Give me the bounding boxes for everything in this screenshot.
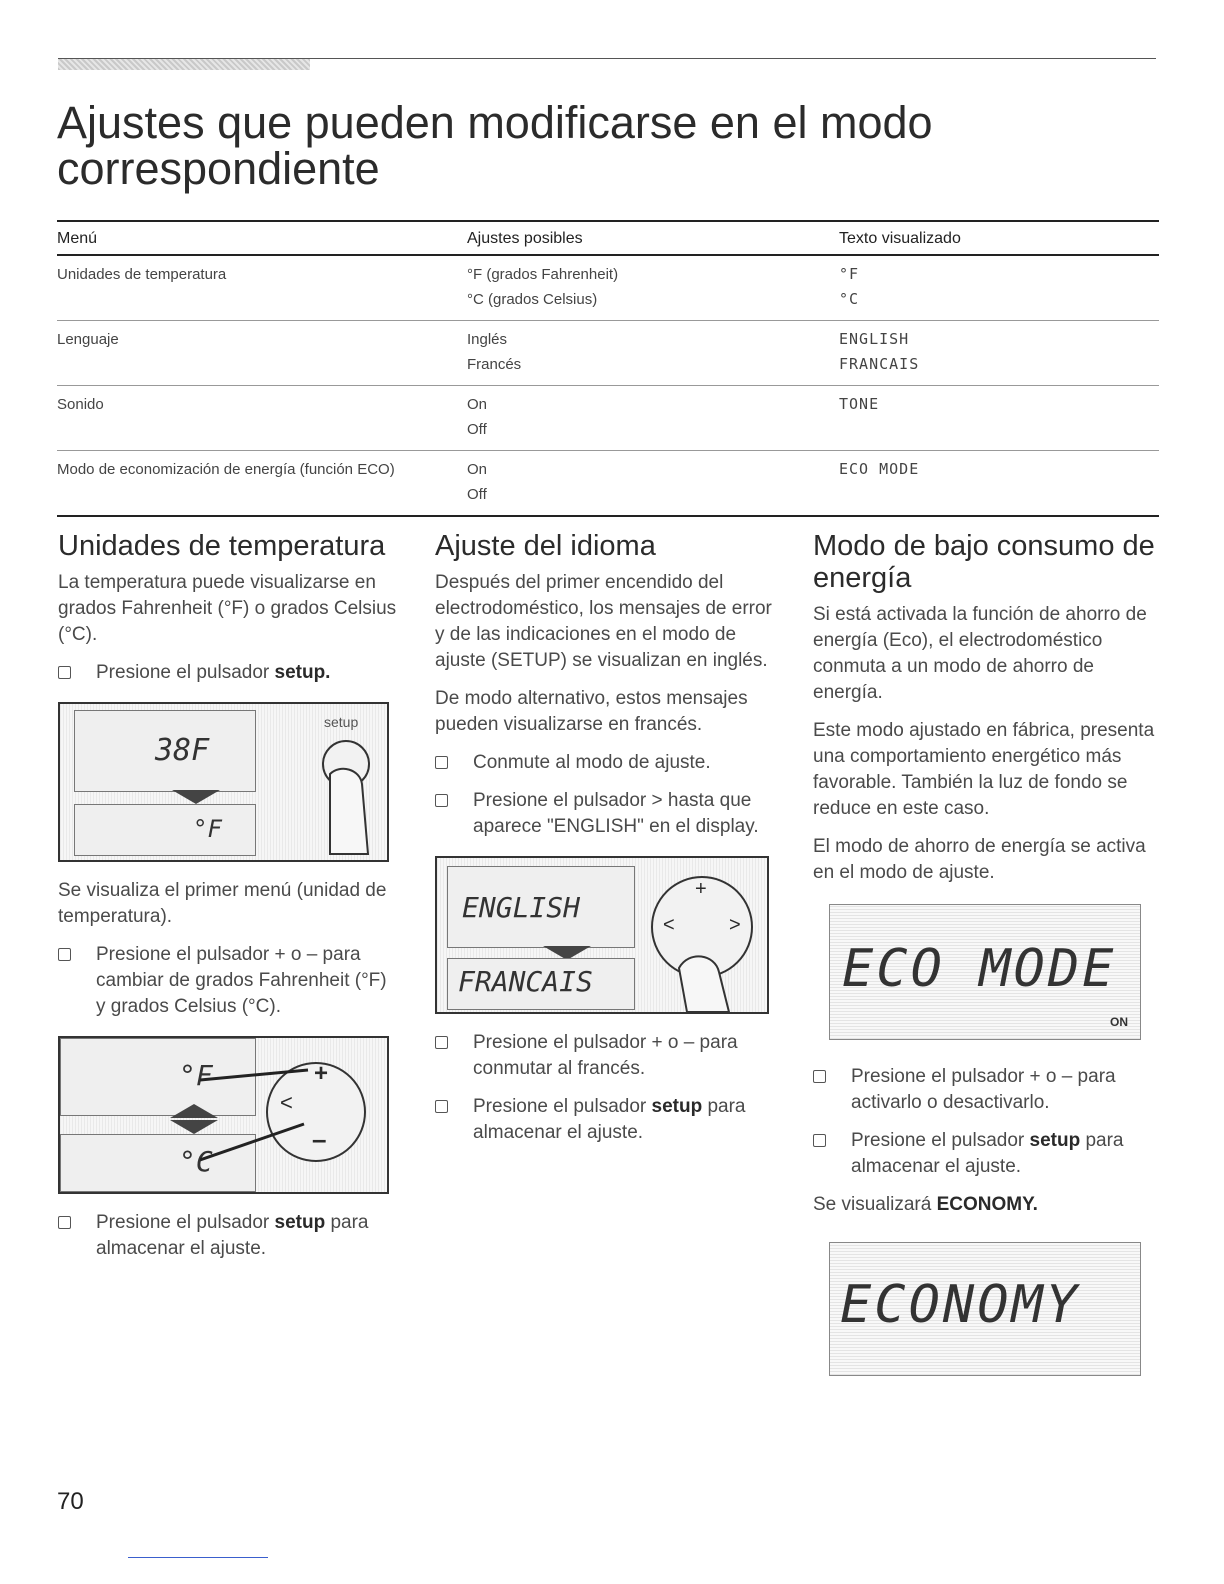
setting-option: On bbox=[467, 461, 488, 478]
setting-option: °F (grados Fahrenheit) bbox=[467, 266, 619, 283]
settings-table bbox=[57, 220, 1159, 517]
table-row bbox=[57, 451, 1159, 517]
finger-icon bbox=[310, 764, 382, 856]
economy-readout: ECONOMY bbox=[840, 1275, 1081, 1335]
result-bold: ECONOMY. bbox=[936, 1194, 1038, 1215]
checkbox-icon bbox=[813, 1134, 826, 1147]
display-cell bbox=[839, 386, 1159, 451]
economy-display bbox=[829, 1242, 1141, 1376]
result-text bbox=[813, 1192, 1158, 1218]
display-panel-bottom bbox=[447, 958, 635, 1010]
instruction-step bbox=[435, 788, 775, 840]
menu-cell: Sonido bbox=[57, 386, 429, 451]
display-text: ECO MODE bbox=[839, 460, 920, 478]
display-text: TONE bbox=[839, 395, 880, 413]
header-band bbox=[58, 58, 310, 70]
paragraph: Después del primer encendido del electrodoméstico, los mensajes de error y de las indicaciones en el modo de ajuste (SETUP) se visualizan en inglés. bbox=[435, 572, 772, 671]
step-bold: setup bbox=[651, 1096, 703, 1117]
section-language bbox=[435, 530, 775, 1158]
setting-option: °C (grados Celsius) bbox=[467, 291, 598, 308]
instruction-step bbox=[813, 1128, 1158, 1180]
step-text: Presione el pulsador bbox=[851, 1130, 1030, 1151]
settings-cell bbox=[429, 386, 839, 451]
step-bold: setup bbox=[274, 1212, 326, 1233]
checkbox-icon bbox=[58, 666, 71, 679]
result-label: Se visualizará bbox=[813, 1194, 937, 1215]
page-number: 70 bbox=[57, 1488, 84, 1515]
settings-cell bbox=[429, 321, 839, 386]
paragraph: Si está activada la función de ahorro de energía (Eco), el electrodoméstico conmuta a un modo de ahorro de energía. bbox=[813, 604, 1147, 703]
checkbox-icon bbox=[435, 794, 448, 807]
display-cell bbox=[839, 321, 1159, 386]
temperature-readout: 38F bbox=[155, 733, 210, 768]
finger-icon bbox=[669, 948, 749, 1012]
paragraph: El modo de ahorro de energía se activa en el modo de ajuste. bbox=[813, 836, 1146, 883]
step-bold: setup bbox=[1029, 1130, 1081, 1151]
step-text: Presione el pulsador > hasta que aparece "ENGLISH" en el display. bbox=[473, 790, 759, 837]
setting-option: On bbox=[467, 396, 488, 413]
language-setup-illustration bbox=[435, 856, 769, 1014]
paragraph: Se visualiza el primer menú (unidad de temperatura). bbox=[58, 880, 387, 927]
step-text: Conmute al modo de ajuste. bbox=[473, 752, 711, 773]
section-heading: Unidades de temperatura bbox=[58, 530, 386, 562]
setting-option: Francés bbox=[467, 356, 522, 373]
settings-cell bbox=[429, 255, 839, 321]
step-text: para almacenar el ajuste. bbox=[96, 1212, 369, 1259]
checkbox-icon bbox=[435, 1100, 448, 1113]
display-text: °C bbox=[839, 290, 860, 308]
menu-cell: Modo de economización de energía (función ECO) bbox=[57, 451, 429, 517]
table-row bbox=[57, 321, 1159, 386]
section-heading: Modo de bajo consumo de energía bbox=[813, 530, 1155, 594]
instruction-step bbox=[58, 942, 398, 1020]
section-heading: Ajuste del idioma bbox=[435, 530, 656, 562]
step-text: Presione el pulsador + o – para conmutar al francés. bbox=[473, 1032, 738, 1079]
checkbox-icon bbox=[58, 1216, 71, 1229]
step-bold: setup. bbox=[274, 662, 331, 683]
paragraph: Este modo ajustado en fábrica, presenta una comportamiento energético más favorable. También la luz de fondo se reduce en este caso. bbox=[813, 720, 1155, 819]
left-arrow-icon[interactable]: < bbox=[663, 914, 675, 936]
instruction-step bbox=[58, 1210, 398, 1262]
instruction-step bbox=[58, 660, 398, 686]
footer-rule bbox=[128, 1557, 268, 1558]
table-row bbox=[57, 386, 1159, 451]
table-header-row bbox=[57, 221, 1159, 255]
on-badge: ON bbox=[1110, 1015, 1128, 1029]
setup-label: setup bbox=[324, 714, 359, 730]
right-arrow-icon[interactable]: > bbox=[729, 914, 741, 936]
column-header: Menú bbox=[57, 221, 429, 255]
step-text: Presione el pulsador bbox=[96, 1212, 275, 1233]
settings-cell bbox=[429, 451, 839, 517]
unit-readout: °F bbox=[193, 815, 222, 843]
display-panel-top bbox=[447, 866, 635, 948]
display-text: FRANCAIS bbox=[839, 355, 920, 373]
paragraph: La temperatura puede visualizarse en grados Fahrenheit (°F) o grados Celsius (°C). bbox=[58, 572, 397, 645]
instruction-step bbox=[435, 1030, 775, 1082]
page-title: Ajustes que pueden modificarse en el modo correspondiente bbox=[57, 97, 933, 194]
checkbox-icon bbox=[435, 756, 448, 769]
instruction-step bbox=[813, 1064, 1158, 1116]
minus-button-icon[interactable]: – bbox=[312, 1124, 327, 1154]
arrow-down-icon bbox=[172, 790, 220, 804]
step-text: Presione el pulsador + o – para cambiar de grados Fahrenheit (°F) y grados Celsius (°C). bbox=[96, 944, 387, 1017]
column-header: Ajustes posibles bbox=[429, 221, 839, 255]
step-text: Presione el pulsador + o – para activarlo o desactivarlo. bbox=[851, 1066, 1116, 1113]
eco-mode-readout: ECO MODE bbox=[842, 939, 1117, 999]
display-cell bbox=[839, 451, 1159, 517]
unit-toggle-illustration bbox=[58, 1036, 389, 1194]
checkbox-icon bbox=[435, 1036, 448, 1049]
display-panel-bottom bbox=[74, 804, 256, 856]
celsius-readout: °C bbox=[179, 1145, 213, 1178]
display-cell bbox=[839, 255, 1159, 321]
menu-cell: Unidades de temperatura bbox=[57, 255, 429, 321]
fahrenheit-readout: °F bbox=[179, 1059, 213, 1092]
setting-option: Off bbox=[467, 421, 487, 438]
display-panel-top bbox=[74, 710, 256, 792]
checkbox-icon bbox=[813, 1070, 826, 1083]
setting-option: Off bbox=[467, 486, 487, 503]
english-readout: ENGLISH bbox=[462, 891, 581, 924]
plus-button-icon[interactable]: + bbox=[314, 1060, 329, 1087]
display-text: ENGLISH bbox=[839, 330, 910, 348]
section-eco-mode bbox=[813, 530, 1158, 1376]
section-temperature-units bbox=[58, 530, 398, 1274]
setting-option: Inglés bbox=[467, 331, 508, 348]
temperature-setup-illustration bbox=[58, 702, 389, 862]
column-header: Texto visualizado bbox=[839, 221, 1159, 255]
header-rule bbox=[58, 58, 1156, 59]
display-text: °F bbox=[839, 265, 860, 283]
step-text: para almacenar el ajuste. bbox=[473, 1096, 746, 1143]
plus-button-icon[interactable]: + bbox=[695, 878, 707, 900]
pointer-lines-icon bbox=[200, 1068, 310, 1168]
left-arrow-icon: < bbox=[280, 1090, 293, 1115]
checkbox-icon bbox=[58, 948, 71, 961]
step-text: para almacenar el ajuste. bbox=[851, 1130, 1124, 1177]
eco-mode-display bbox=[829, 904, 1141, 1040]
step-text: Presione el pulsador bbox=[96, 662, 275, 683]
step-text: Presione el pulsador bbox=[473, 1096, 652, 1117]
paragraph: De modo alternativo, estos mensajes pueden visualizarse en francés. bbox=[435, 688, 748, 735]
instruction-step bbox=[435, 1094, 775, 1146]
french-readout: FRANCAIS bbox=[458, 965, 593, 998]
table-row bbox=[57, 255, 1159, 321]
instruction-step bbox=[435, 750, 775, 776]
menu-cell: Lenguaje bbox=[57, 321, 429, 386]
